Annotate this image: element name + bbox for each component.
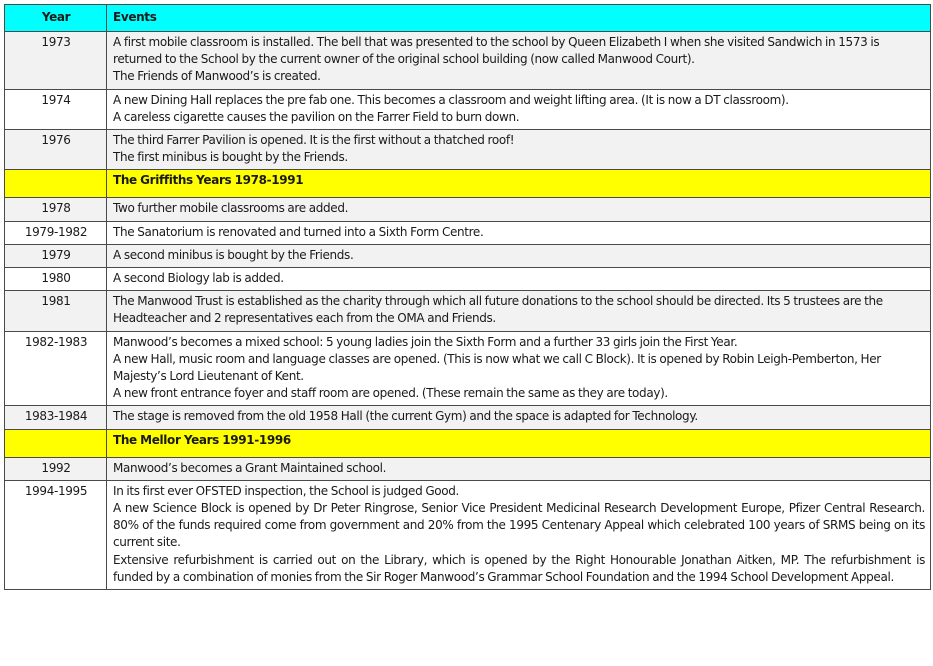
year-cell: 1981 — [5, 291, 107, 331]
section-title: The Griffiths Years 1978-1991 — [107, 170, 931, 198]
event-text: Manwood’s becomes a mixed school: 5 young ladies join the Sixth Form and a further 33 girls join the First Year. — [113, 334, 738, 349]
events-cell — [107, 130, 931, 170]
events-cell — [107, 268, 931, 291]
events-table — [4, 4, 931, 590]
event-text: Two further mobile classrooms are added. — [113, 201, 349, 216]
table-row — [5, 480, 931, 589]
year-cell: 1974 — [5, 89, 107, 129]
event-text: A new Dining Hall replaces the pre fab one. This becomes a classroom and weight lifting area. (It is now a DT classroom). — [113, 92, 789, 107]
events-cell — [107, 244, 931, 267]
event-text: A second Biology lab is added. — [113, 271, 284, 286]
events-cell — [107, 457, 931, 480]
table-header-row — [5, 5, 931, 32]
event-text: A new Hall, music room and language classes are opened. (This is now what we call C Block). It is opened by Robin Leigh-Pemberton, Her Majesty’s Lord Lieutenant of Kent. — [113, 351, 881, 384]
event-text: Manwood’s becomes a Grant Maintained school. — [113, 460, 387, 475]
year-cell: 1983-1984 — [5, 406, 107, 429]
year-cell: 1992 — [5, 457, 107, 480]
event-text: In its first ever OFSTED inspection, the School is judged Good. — [113, 483, 459, 498]
event-text: The Friends of Manwood’s is created. — [113, 69, 321, 84]
event-text: A second minibus is bought by the Friends. — [113, 247, 354, 262]
events-cell — [107, 480, 931, 589]
section-header-row — [5, 170, 931, 198]
table-row — [5, 198, 931, 221]
event-text: The third Farrer Pavilion is opened. It is the first without a thatched roof! — [113, 133, 515, 148]
year-cell: 1980 — [5, 268, 107, 291]
events-cell — [107, 89, 931, 129]
event-text: The Sanatorium is renovated and turned into a Sixth Form Centre. — [113, 224, 484, 239]
section-header-row — [5, 429, 931, 457]
events-column-header: Events — [107, 5, 931, 32]
table-body — [5, 32, 931, 590]
section-title: The Mellor Years 1991-1996 — [107, 429, 931, 457]
table-row — [5, 221, 931, 244]
event-text: Extensive refurbishment is carried out on the Library, which is opened by the Right Honourable Jonathan Aitken, MP. The refurbishment is funded by a combination of monies from the Sir Roger Manwood’s Grammar School Foundation and the 1994 School Development Appeal. — [113, 552, 925, 584]
event-text: The first minibus is bought by the Friends. — [113, 150, 348, 165]
year-cell: 1982-1983 — [5, 331, 107, 406]
history-timeline — [4, 4, 930, 590]
year-cell: 1979 — [5, 244, 107, 267]
table-row — [5, 291, 931, 331]
event-text: A first mobile classroom is installed. The bell that was presented to the school by Queen Elizabeth I when she visited Sandwich in 1573 is returned to the School by the current owner of the original school building (now called Manwood Court). — [113, 35, 880, 67]
event-text: A careless cigarette causes the pavilion on the Farrer Field to burn down. — [113, 109, 520, 124]
table-row — [5, 457, 931, 480]
year-column-header: Year — [5, 5, 107, 32]
year-cell: 1979-1982 — [5, 221, 107, 244]
table-row — [5, 89, 931, 129]
event-text: A new Science Block is opened by Dr Peter Ringrose, Senior Vice President Medicinal Research Development Europe, Pfizer Central Research. 80% of the funds required come from government and 20% from the 1995 Centenary Appeal which celebrated 100 years of SRMS being on its current site. — [113, 501, 925, 550]
table-row — [5, 32, 931, 90]
events-cell — [107, 198, 931, 221]
events-cell — [107, 331, 931, 406]
table-row — [5, 130, 931, 170]
events-cell — [107, 406, 931, 429]
year-cell: 1973 — [5, 32, 107, 90]
year-cell: 1978 — [5, 198, 107, 221]
table-row — [5, 244, 931, 267]
section-year-cell — [5, 170, 107, 198]
year-cell: 1994-1995 — [5, 480, 107, 589]
events-cell — [107, 221, 931, 244]
events-cell — [107, 32, 931, 90]
table-row — [5, 406, 931, 429]
table-row — [5, 268, 931, 291]
event-text: The Manwood Trust is established as the charity through which all future donations to the school should be directed. Its 5 trustees are the Headteacher and 2 representatives each from the OMA and Friends. — [113, 294, 883, 326]
section-year-cell — [5, 429, 107, 457]
event-text: The stage is removed from the old 1958 Hall (the current Gym) and the space is adapted for Technology. — [113, 409, 698, 424]
events-cell — [107, 291, 931, 331]
table-row — [5, 331, 931, 406]
event-text: A new front entrance foyer and staff room are opened. (These remain the same as they are today). — [113, 386, 668, 401]
year-cell: 1976 — [5, 130, 107, 170]
